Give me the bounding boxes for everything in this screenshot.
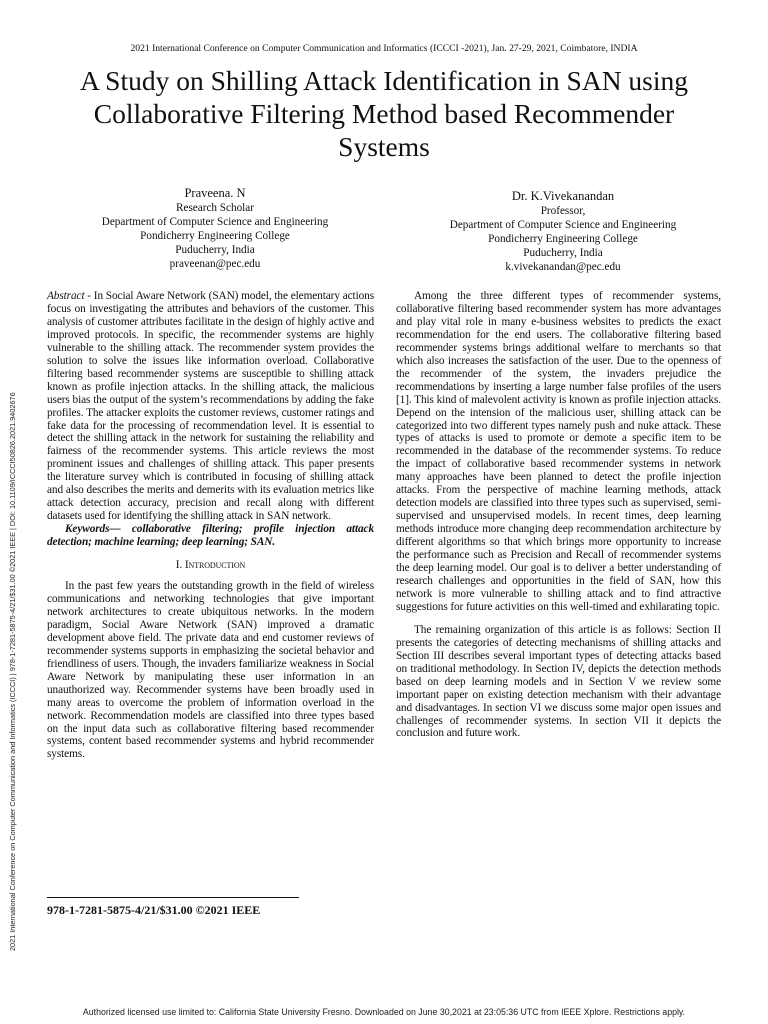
- intro-paragraph: In the past few years the outstanding growth in the field of wireless communications and networking technologies that give important network architectures to create ubiquitous networks. In the modern paradigm, Social Aware Network (SAN) improved a dramatic development above field. The private data and end customer reviews of recommender systems supports in emphasizing the societal behavior and friendliness of users. Though, the invaders familiarize weakness in Social Aware Network by manipulating these user information in an unauthorized way. Recommender systems have been broadly used in many areas to overcome the problem of information overload in the network. Recommendation models are classified into three types based on the input data such as collaborative filtering based recommender systems, content based recommender systems and hybrid recommender systems.: [47, 580, 374, 761]
- abstract: [47, 290, 374, 523]
- author-email: k.vivekanandan@pec.edu: [505, 261, 621, 273]
- author-name: Dr. K.Vivekanandan: [511, 189, 615, 203]
- abstract-text: - In Social Aware Network (SAN) model, the elementary actions focus on investigating the attributes and behaviors of the customer. This analysis of customer attributes facilitate in the design of highly active and improved protocols. In specific, the recommender systems are highly vulnerable to the shilling attack. The recommender system provides the solution to solve the issues like information overload. Collaborative filtering based recommender systems are susceptible to shilling attack known as profile injection attacks. In the shilling attack, the malicious users bias the output of the system’s recommendations by adding the fake profiles. The attacker exploits the customer reviews, customer ratings and fake data for the processing of recommendation level. It is essential to detect the shilling attack in the network for sustaining the reliability and fairness of the recommender systems. This article reviews the most prominent issues and challenges of shilling attack. This paper presents the literature survey which is contributed in focusing of shilling attack and also describes the merits and demerits with its evaluation metrics like attack detection accuracy, precision and recall along with different datasets used for identifying the shilling attack in SAN network.: [47, 290, 374, 523]
- keywords-text: collaborative filtering; profile injection attack detection; machine learning; deep learning; SAN.: [47, 523, 374, 549]
- left-column: [47, 290, 374, 761]
- author-role: Professor,: [540, 205, 586, 217]
- section-numeral: I.: [175, 559, 185, 572]
- author-college: Pondicherry Engineering College: [488, 233, 638, 245]
- paper-title: A Study on Shilling Attack Identification in SAN using Collaborative Filtering Method based Recommender Systems: [79, 65, 689, 162]
- author-location: Puducherry, India: [523, 247, 603, 259]
- body-paragraph-1: Among the three different types of recommender systems, collaborative filtering based recommender system has more advantages and play vital role in many e-business websites to predicts the exact recommendation for the end users. The collaborative filtering based recommender systems brings additional welfare to merchants so that which also increases the satisfaction of the user. Due to the openness of the recommender of the system, the invaders prejudice the recommendations by inserting a large number false profiles of the users [1]. This kind of malevolent activity is known as profile injection attacks. Depend on the intension of the malicious user, shilling attack can be categorized into two different types namely push and nuke attack. These types of attacks is used to promote or demote a specific item to be recommended in the database of the recommender systems. To reduce the impact of collaborative based recommender systems in network many approaches have been planned to detect the profile injection attacks. From the perspective of machine learning methods, attack detection models are classified into three types such as supervised, semi-supervised and unsupervised models. In recent times, deep learning methods introduce more changing deep recommendation architecture by different algorithms so that which brings more opportunity to increase the performance such as Precision and Recall of recommender systems the deep learning model. Our goal is to deliver a better understanding of research challenges and opportunities in the field of SAN, how this network is more vulnerable to shilling attack and to find attractive suggestions for future activities on this well-timed and exhilarating topic.: [396, 290, 721, 613]
- side-doi-banner: 2021 International Conference on Computer Communication and Informatics (ICCCI) | 978-1-7281-5875-4/21/$31.00 ©2021 IEEE | DOI: 10.1109/ICCCI50826.2021.9402676: [8, 392, 17, 951]
- right-column: [396, 290, 721, 740]
- author-block-2: [398, 188, 728, 274]
- author-department: Department of Computer Science and Engineering: [449, 219, 677, 231]
- keywords-label: Keywords—: [65, 523, 121, 536]
- conference-header: 2021 International Conference on Computer Communication and Informatics (ICCCI -2021), Jan. 27-29, 2021, Coimbatore, INDIA: [130, 43, 638, 54]
- author-block-1: [60, 185, 370, 271]
- section-heading-introduction: [47, 559, 374, 572]
- body-paragraph-2: The remaining organization of this article is as follows: Section II presents the categories of detecting mechanisms of shilling attacks and Section III describes several important types of detecting attacks based on traditional methodology. In Section IV, depicts the detection methods based on deep learning models and in Section V we review some important paper on existing detection mechanism with their advantage and disadvantages. In section VI we discuss some major open issues and challenges of recommender systems. In section VII it depicts the conclusion and future work.: [396, 623, 721, 740]
- author-name: Praveena. N: [184, 186, 246, 200]
- keywords: [47, 523, 374, 549]
- author-college: Pondicherry Engineering College: [140, 230, 290, 242]
- author-role: Research Scholar: [176, 202, 254, 214]
- section-title-rest: ntroduction: [188, 559, 246, 572]
- author-department: Department of Computer Science and Engineering: [101, 216, 329, 228]
- author-location: Puducherry, India: [175, 244, 255, 256]
- abstract-label: Abstract: [47, 290, 85, 302]
- author-email: praveenan@pec.edu: [169, 258, 261, 270]
- footnote-divider: [47, 897, 299, 898]
- section-initial: I: [184, 559, 189, 572]
- copyright-line: 978-1-7281-5875-4/21/$31.00 ©2021 IEEE: [47, 903, 261, 917]
- license-footer: Authorized licensed use limited to: California State University Fresno. Downloaded on June 30,2021 at 23:05:36 UTC from IEEE Xplore. Restrictions apply.: [82, 1007, 686, 1017]
